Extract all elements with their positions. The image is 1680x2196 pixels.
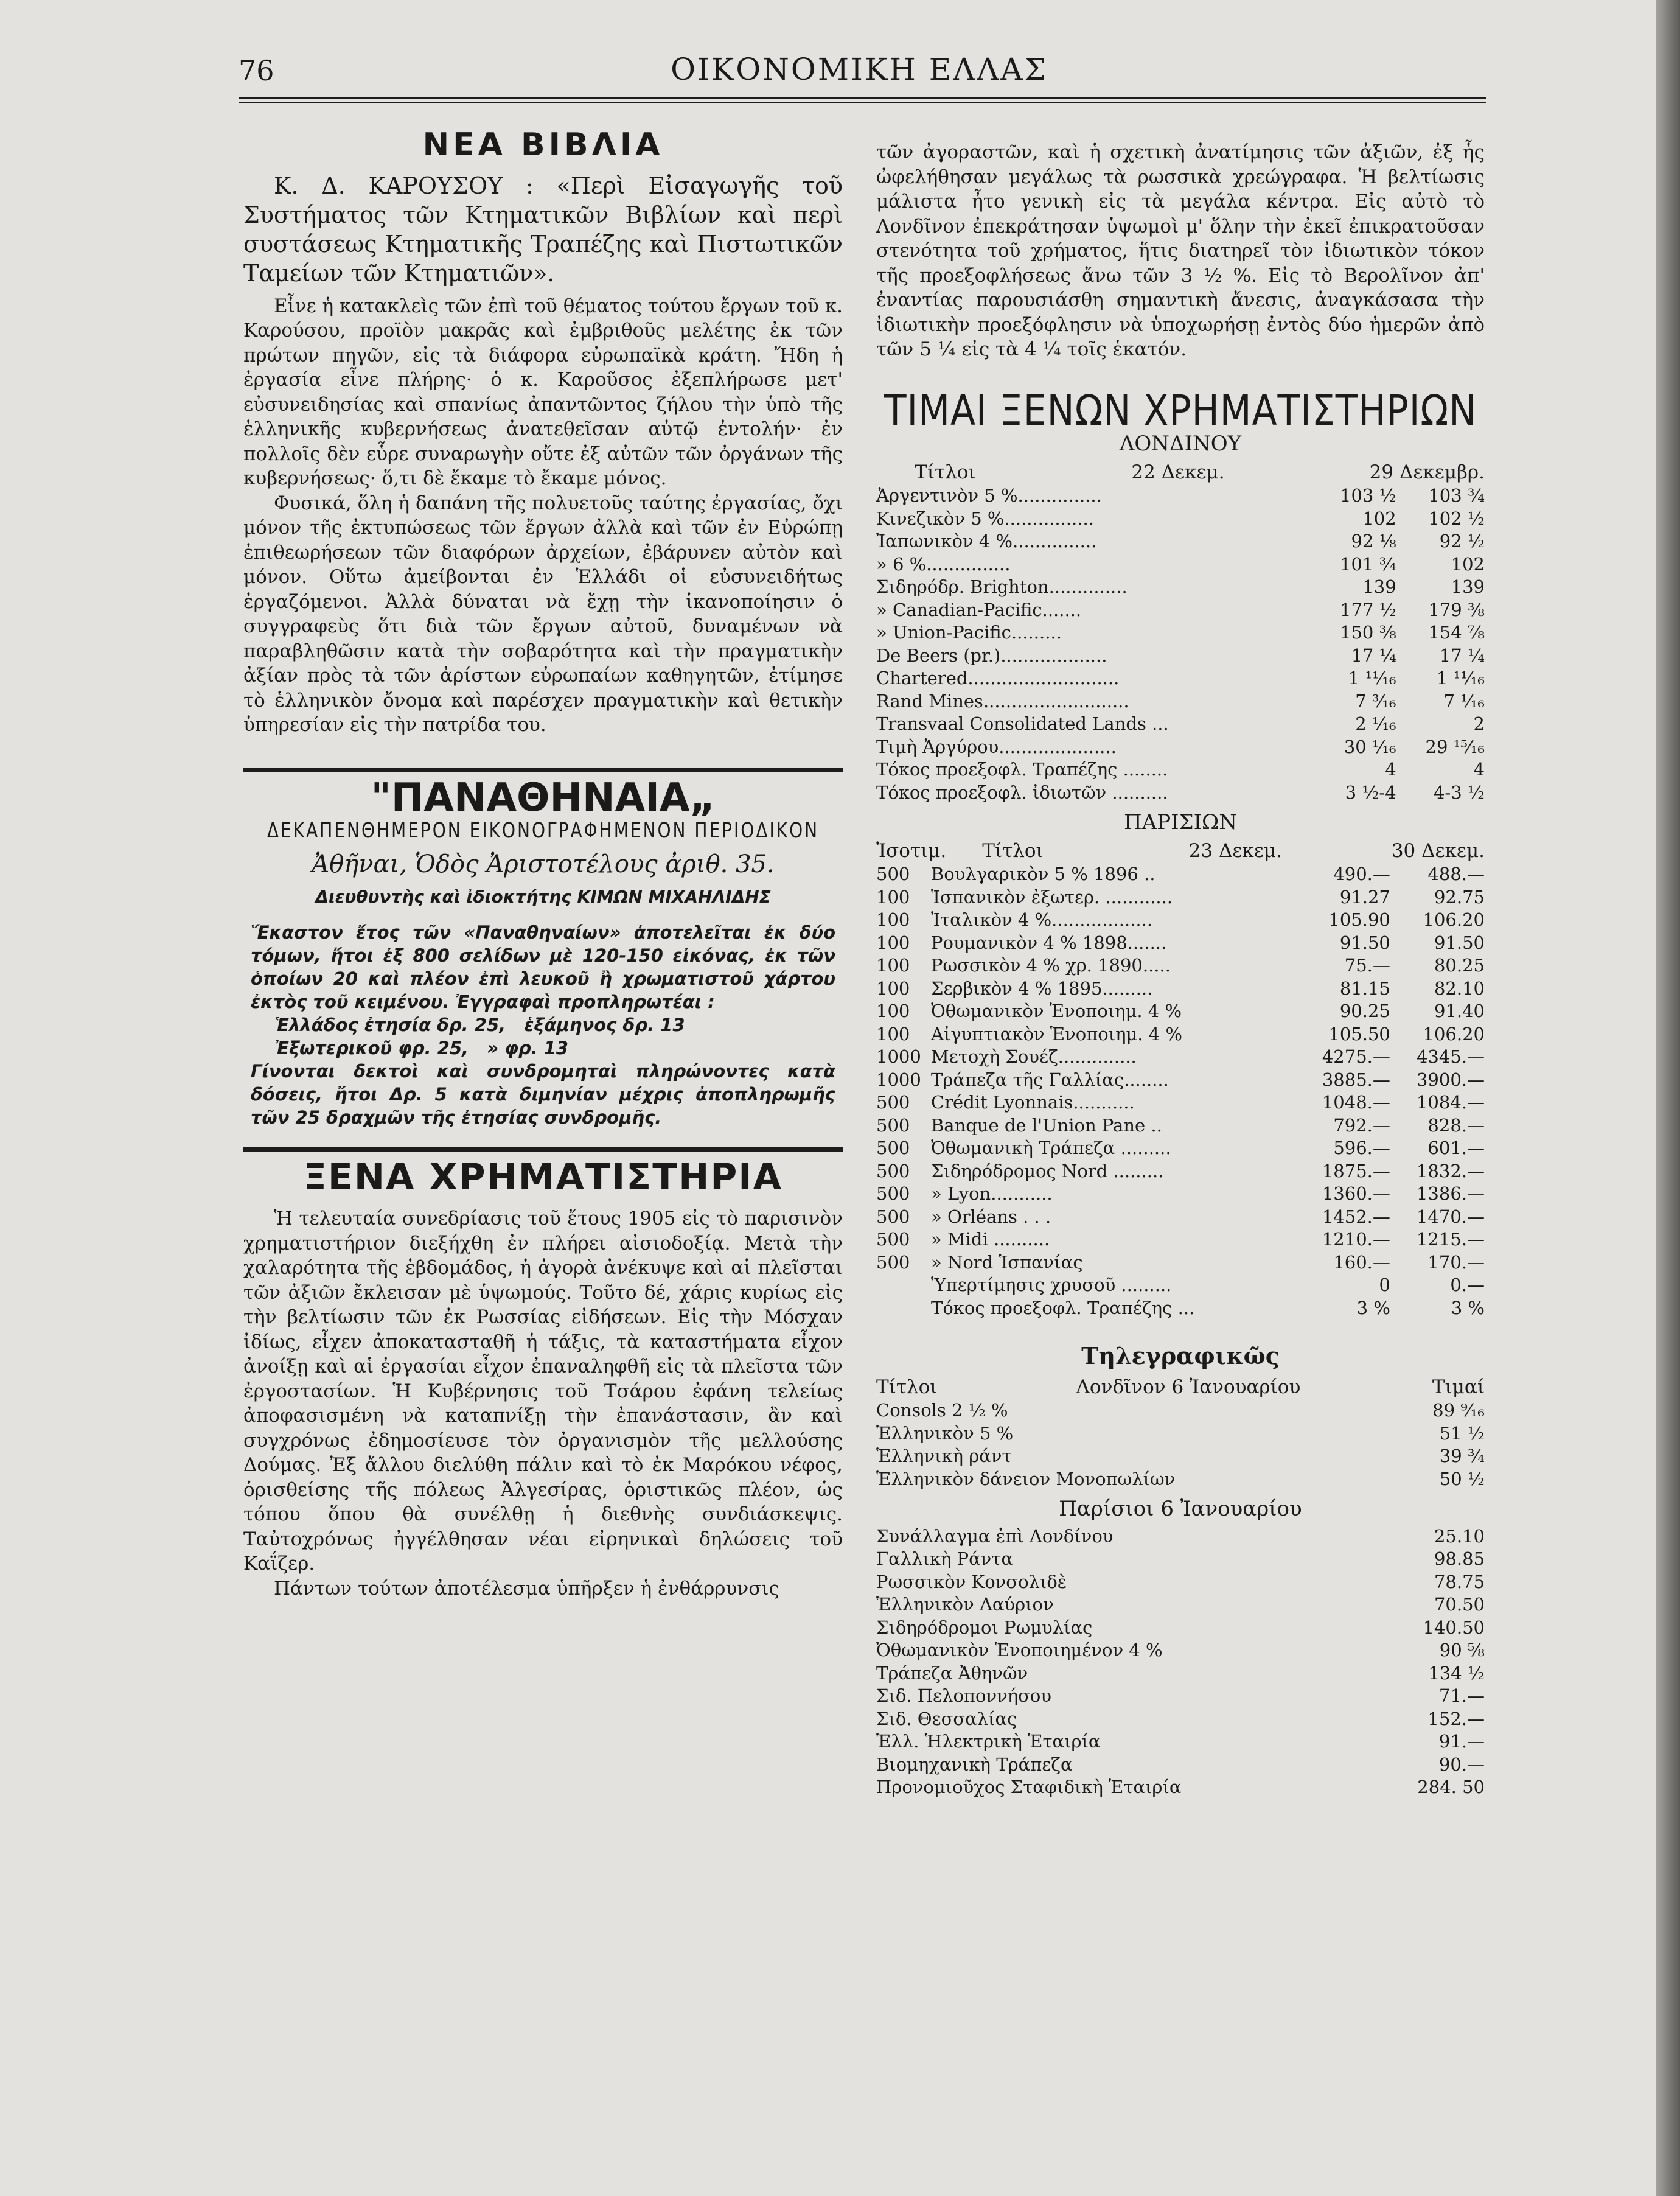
london-cell: Τιμὴ Ἀργύρου..................... <box>876 736 1117 757</box>
telegraphic-paris-cell: Σιδ. Θεσσαλίας <box>876 1708 1017 1729</box>
paris-row <box>876 1091 1485 1114</box>
paris-cell: » Lyon........... <box>931 1183 1053 1204</box>
paris-cell: Ρωσσικὸν 4 % χρ. 1890..... <box>931 955 1171 976</box>
header-rule-bottom <box>239 102 1486 103</box>
tele-header-date: Λονδῖνον 6 Ἰανουαρίου <box>1076 1376 1301 1398</box>
london-cell: Σιδηρόδρ. Brighton.............. <box>876 576 1128 597</box>
paris-header-parity: Ἰσοτιμ. <box>876 839 947 862</box>
london-cell: Τόκος προεξοφλ. ἰδιωτῶν .......... <box>876 782 1168 803</box>
paris-cell: Ἱσπανικὸν ἐξωτερ. ............ <box>931 886 1173 907</box>
paris-cell <box>876 1274 931 1297</box>
london-cell: 103 ½ <box>1340 485 1396 506</box>
telegraphic-paris-row <box>876 1571 1485 1594</box>
london-row <box>876 758 1485 782</box>
telegraphic-london-cell: Ἑλληνικὴ ράντ <box>876 1446 1012 1466</box>
paris-cell: 500 <box>876 1092 910 1113</box>
paris-cell: 1832.— <box>1416 1160 1485 1181</box>
paris-cell: 106.20 <box>1423 909 1485 930</box>
paris-cell: 1210.— <box>1322 1229 1390 1250</box>
london-cell: 154 ⅞ <box>1428 622 1485 643</box>
london-cell: Τόκος προεξοφλ. Τραπέζης ........ <box>876 759 1168 780</box>
ad-subscription-abroad <box>251 1037 835 1060</box>
paris-cell: 91.40 <box>1434 1001 1485 1021</box>
telegraphic-paris-title: Παρίσιοι 6 Ἰανουαρίου <box>1059 1497 1302 1521</box>
paris-cell: Τράπεζα τῆς Γαλλίας........ <box>931 1069 1169 1090</box>
paris-cell: 490.— <box>1333 864 1390 884</box>
london-header-titles: Τίτλοι <box>915 461 976 483</box>
telegraphic-paris-cell: Σιδ. Πελοποννήσου <box>876 1685 1051 1706</box>
telegraphic-paris-row <box>876 1639 1485 1662</box>
london-cell: 2 ¹⁄₁₆ <box>1355 713 1396 734</box>
london-cell: 4 <box>1385 759 1396 780</box>
paris-cell: 1000 <box>876 1046 921 1067</box>
london-row <box>876 553 1485 576</box>
london-cell: 102 ½ <box>1428 508 1485 529</box>
paris-cell: 596.— <box>1333 1138 1390 1158</box>
paris-row <box>876 932 1485 955</box>
paris-cell: 1470.— <box>1416 1206 1485 1227</box>
paris-row <box>876 909 1485 932</box>
paris-cell: 500 <box>876 1138 910 1158</box>
foreign-exchanges-paragraph-1: Ἡ τελευταία συνεδρίασις τοῦ ἔτους 1905 εἰς τὸ παρισινὸν χρηματιστήριον διεξήχθη ἐν πλήρει αἰσιοδοξίᾳ. Μετὰ τὴν χαλαρότητα τῆς ἑβδομάδος, ἡ ἀγορὰ ἀνέκυψε καὶ αἱ πλεῖσται τῶν ἀξιῶν ἔκλεισαν μὲ ὑψωμούς. Τοῦτο δέ, χάρις κυρίως εἰς τὴν βελτίωσιν τῶν ἐκ Ρωσσίας εἰδήσεων. Εἰς τὴν Μόσχαν ἰδίως, εἶχεν ἀποκατασταθῆ ἡ τάξις, τὰ καταστήματα εἶχον ἀνοίξῃ καὶ αἱ ἐργασίαι εἶχον ἐπαναληφθῆ εἰς τὰ πλεῖστα τῶν ἐργοστασίων. Ἡ Κυβέρνησις τοῦ Τσάρου ἐφάνη τελείως ἀποφασισμένη νὰ καταπνίξῃ τὴν ἐπανάστασιν, ἂν καὶ συγχρόνως ἐδημοσίευσε τὸν ὀργανισμὸν τῆς μελλούσης Δούμας. Ἐξ ἄλλου διελύθη πάλιν καὶ τὸ ἐκ Μαρόκου νέφος, ὁρισθείσης τῆς πόλεως Ἀλγεσίρας, ὁριστικῶς πλέον, ὡς τόπου ὅπου θὰ συνέλθῃ ἡ διεθνὴς συνδιάσκεψις. Ταὐτοχρόνως ἠγγέλθησαν νέαι εἰρηνικαὶ δηλώσεις τοῦ Καΐζερ. <box>243 1208 843 1575</box>
london-cell: Ἰαπωνικὸν 4 %............... <box>876 531 1097 551</box>
london-cell: 102 <box>1362 508 1396 529</box>
paris-cell: 1360.— <box>1322 1183 1390 1204</box>
new-books-title: ΝΕΑ ΒΙΒΛΙΑ <box>422 127 664 163</box>
london-cell: 92 ½ <box>1439 531 1485 551</box>
paris-cell: 3900.— <box>1416 1069 1485 1090</box>
london-cell: 4 <box>1473 759 1485 780</box>
telegraphic-paris-cell: 25.10 <box>1434 1525 1485 1547</box>
telegraphic-london-cell: Ἑλληνικὸν δάνειον Μονοπωλίων <box>876 1468 1176 1489</box>
paris-cell: 1048.— <box>1322 1092 1390 1113</box>
paris-row <box>876 1206 1485 1229</box>
ad-body-text: Ἕκαστον ἔτος τῶν «Παναθηναίων» ἀποτελεῖται ἐκ δύο τόμων, ἤτοι ἐξ 800 σελίδων μὲ 120-150 εἰκόνας, ἐκ τῶν ὁποίων 20 καὶ πλέον ἐπὶ λευκοῦ ἢ χρωματιστοῦ χάρτου ἐκτὸς τοῦ κειμένου. Ἐγγραφαὶ προπληρωτέαι : <box>251 921 835 1012</box>
telegraphic-title: Τηλεγραφικῶς <box>1081 1342 1280 1369</box>
london-cell: 92 ⅛ <box>1351 531 1396 551</box>
london-cell: 139 <box>1362 576 1396 597</box>
telegraphic-paris-cell: Ἑλληνικὸν Λαύριον <box>876 1594 1054 1615</box>
telegraphic-paris-row <box>876 1662 1485 1685</box>
paris-cell: 500 <box>876 864 910 884</box>
new-books-lead: Κ. Δ. ΚΑΡΟΥΣΟΥ : «Περὶ Εἰσαγωγῆς τοῦ Συστήματος τῶν Κτηματικῶν Βιβλίων καὶ περὶ συστάσεως Κτηματικῆς Τραπέζης καὶ Πιστωτικῶν Ταμείων τῶν Κτηματιῶν». <box>243 172 843 287</box>
london-cell: 139 <box>1451 576 1485 597</box>
paris-title: ΠΑΡΙΣΙΩΝ <box>1124 810 1237 834</box>
telegraphic-paris-cell: Συνάλλαγμα ἐπὶ Λονδίνου <box>876 1525 1114 1547</box>
telegraphic-london-cell: 51 ½ <box>1439 1422 1485 1444</box>
paris-cell: 828.— <box>1427 1114 1485 1136</box>
london-row <box>876 530 1485 553</box>
telegraphic-paris-cell: 90 ⅝ <box>1439 1640 1485 1660</box>
london-header-date2: 29 Δεκεμβρ. <box>1369 461 1485 483</box>
paris-row <box>876 1000 1485 1023</box>
running-title: ΟΙΚΟΝΟΜΙΚΗ ΕΛΛΑΣ <box>671 52 1048 87</box>
telegraphic-paris-cell: 91.— <box>1438 1731 1485 1752</box>
paris-row <box>876 954 1485 977</box>
right-column <box>876 122 1485 1799</box>
telegraphic-paris-cell: 134 ½ <box>1428 1662 1485 1684</box>
foreign-exchanges-title: ΞΕΝΑ ΧΡΗΜΑΤΙΣΤΗΡΙΑ <box>303 1155 783 1198</box>
header-rule-top <box>239 97 1486 99</box>
paris-cell: 1000 <box>876 1069 921 1090</box>
telegraphic-london-cell: 89 ⁹⁄₁₆ <box>1432 1400 1485 1421</box>
london-cell: 29 ¹⁵⁄₁₆ <box>1425 736 1485 757</box>
panathinaia-advertisement <box>243 775 843 1129</box>
paris-cell: 75.— <box>1344 955 1390 976</box>
telegraphic-london-header-row <box>876 1375 1485 1400</box>
telegraphic-london-row <box>876 1399 1485 1422</box>
london-row <box>876 484 1485 508</box>
paris-cell: Σερβικὸν 4 % 1895......... <box>931 977 1153 999</box>
telegraphic-london-row <box>876 1445 1485 1468</box>
telegraphic-london-cell: Ἑλληνικὸν 5 % <box>876 1422 1014 1444</box>
london-cell: 177 ½ <box>1340 599 1396 620</box>
telegraphic-paris-cell: 152.— <box>1427 1708 1485 1729</box>
paris-cell: 100 <box>876 909 910 930</box>
paris-cell: 0.— <box>1450 1275 1485 1295</box>
paris-cell: 105.90 <box>1328 909 1390 930</box>
paris-header-titles: Τίτλοι <box>982 839 1044 862</box>
telegraphic-paris-row <box>876 1525 1485 1548</box>
london-cell: » Canadian-Pacific....... <box>876 599 1082 620</box>
london-header-date1: 22 Δεκεμ. <box>1131 461 1225 483</box>
paris-cell: 100 <box>876 955 910 976</box>
tele-header-prices: Τιμαί <box>1432 1376 1485 1398</box>
paris-cell: 1875.— <box>1322 1160 1390 1181</box>
paris-cell: 80.25 <box>1434 955 1485 976</box>
paris-cell: » Nord Ἱσπανίας <box>931 1251 1083 1273</box>
paris-cell: 81.15 <box>1339 977 1390 999</box>
ad-footer: Γίνονται δεκτοὶ καὶ συνδρομηταὶ πληρώνοντες κατὰ δόσεις, ἤτοι Δρ. 5 κατὰ διμηνίαν μέχρις ἀποπληρωμῆς τῶν 25 δραχμῶν τῆς ἐτησίας συνδρομῆς. <box>251 1060 835 1128</box>
left-column <box>243 122 843 1601</box>
paris-row <box>876 1183 1485 1206</box>
telegraphic-paris-cell: Ἑλλ. Ἡλεκτρικὴ Ἑταιρία <box>876 1731 1101 1752</box>
paris-cell: 1452.— <box>1322 1206 1390 1227</box>
london-table <box>876 460 1485 485</box>
london-cell: Ἀργεντινὸν 5 %............... <box>876 485 1102 506</box>
paris-row <box>876 1114 1485 1138</box>
london-row <box>876 667 1485 690</box>
paris-cell: 91.50 <box>1339 932 1390 953</box>
telegraphic-paris-cell: Βιομηχανικὴ Τράπεζα <box>876 1754 1073 1775</box>
telegraphic-paris-cell: 140.50 <box>1423 1617 1485 1638</box>
paris-cell: 792.— <box>1333 1114 1390 1136</box>
paris-header-row <box>876 839 1485 864</box>
paris-cell: » Orléans . . . <box>931 1206 1051 1227</box>
paris-cell: Ἰταλικὸν 4 %.................. <box>931 909 1153 930</box>
telegraphic-paris-row <box>876 1754 1485 1777</box>
ad-subscription-greece-half: ἑξάμηνος δρ. 13 <box>524 1014 685 1035</box>
ad-subscription-abroad-year: Ἐξωτερικοῦ φρ. 25, <box>275 1037 469 1058</box>
paris-cell: 91.27 <box>1339 886 1390 907</box>
telegraphic-paris-cell: 78.75 <box>1434 1571 1485 1592</box>
telegraphic-paris-cell: 284. 50 <box>1417 1777 1485 1797</box>
paris-cell: 1084.— <box>1416 1092 1485 1113</box>
paris-cell: 100 <box>876 1001 910 1021</box>
paris-cell: 100 <box>876 1023 910 1044</box>
telegraphic-london-cell: Consols 2 ½ % <box>876 1400 1008 1421</box>
paris-cell: 100 <box>876 977 910 999</box>
london-cell: 1 ¹¹⁄₁₆ <box>1436 668 1485 688</box>
paris-cell: 601.— <box>1427 1138 1485 1158</box>
paris-cell: 100 <box>876 932 910 953</box>
paris-cell: 92.75 <box>1434 886 1485 907</box>
paris-cell: 500 <box>876 1114 910 1136</box>
london-rows <box>876 484 1485 804</box>
paris-cell: 500 <box>876 1160 910 1181</box>
section-rule <box>243 768 843 772</box>
telegraphic-paris-rows <box>876 1525 1485 1799</box>
london-cell: 7 ¹⁄₁₆ <box>1443 690 1485 712</box>
paris-cell: » Midi .......... <box>931 1229 1050 1250</box>
paris-cell: 1386.— <box>1416 1183 1485 1204</box>
london-row <box>876 621 1485 645</box>
london-cell: 2 <box>1473 713 1485 734</box>
paris-cell: Ὀθωμανικὴ Τράπεζα ......... <box>931 1138 1171 1158</box>
telegraphic-paris-cell: 71.— <box>1438 1685 1485 1706</box>
telegraphic-london-row <box>876 1468 1485 1491</box>
telegraphic-paris-cell: Τράπεζα Ἀθηνῶν <box>876 1662 1028 1684</box>
london-cell: Rand Mines.......................... <box>876 690 1129 712</box>
london-cell: 101 ¾ <box>1340 553 1396 575</box>
telegraphic-paris-cell: Σιδηρόδρομοι Ρωμυλίας <box>876 1617 1093 1638</box>
ad-body <box>251 921 835 1129</box>
paris-cell: 100 <box>876 886 910 907</box>
telegraphic-london-row <box>876 1422 1485 1446</box>
london-cell: 150 ⅜ <box>1340 622 1396 643</box>
section-rule <box>243 1147 843 1152</box>
paris-cell: 4345.— <box>1416 1046 1485 1067</box>
paris-row <box>876 886 1485 909</box>
london-row <box>876 576 1485 599</box>
paris-cell: 90.25 <box>1339 1001 1390 1021</box>
telegraphic-paris-row <box>876 1776 1485 1799</box>
paris-cell: 4275.— <box>1322 1046 1390 1067</box>
telegraphic-paris-cell: Προνομιοῦχος Σταφιδικὴ Ἑταιρία <box>876 1777 1182 1797</box>
paris-cell: Crédit Lyonnais........... <box>931 1092 1135 1113</box>
foreign-exchanges-paragraph-2: Πάντων τούτων ἀποτέλεσμα ὑπῆρξεν ἡ ἐνθάρρυνσις <box>274 1577 779 1600</box>
ad-director: Διευθυντὴς καὶ ἰδιοκτήτης ΚΙΜΩΝ ΜΙΧΑΗΛΙΔΗΣ <box>315 887 771 907</box>
telegraphic-london-cell: 39 ¾ <box>1439 1446 1485 1466</box>
london-cell: » Union-Pacific......... <box>876 622 1062 643</box>
paris-row <box>876 863 1485 886</box>
paris-cell: 106.20 <box>1423 1023 1485 1044</box>
london-cell: 17 ¼ <box>1351 645 1396 666</box>
paris-row <box>876 1137 1485 1160</box>
paris-header-date1: 23 Δεκεμ. <box>1188 839 1282 862</box>
paris-cell: 170.— <box>1427 1251 1485 1273</box>
tele-header-titles: Τίτλοι <box>876 1376 938 1398</box>
paris-cell: 500 <box>876 1251 910 1273</box>
london-cell: Chartered........................... <box>876 668 1120 688</box>
telegraphic-paris-row <box>876 1548 1485 1571</box>
london-header-row <box>876 460 1485 485</box>
ad-subtitle: ΔΕΚΑΠΕΝΘΗΜΕΡΟΝ ΕΙΚΟΝΟΓΡΑΦΗΜΕΝΟΝ ΠΕΡΙΟΔΙΚΟΝ <box>267 817 820 843</box>
paris-row <box>876 1274 1485 1297</box>
paris-row <box>876 1297 1485 1320</box>
paris-cell: 82.10 <box>1434 977 1485 999</box>
telegraphic-paris-cell: 70.50 <box>1434 1594 1485 1615</box>
ad-subscription-greece-year: Ἑλλάδος ἐτησία δρ. 25, <box>275 1014 506 1035</box>
london-cell: Transvaal Consolidated Lands ... <box>876 713 1169 734</box>
paris-row <box>876 1023 1485 1046</box>
telegraphic-paris-row <box>876 1708 1485 1731</box>
paris-cell: 488.— <box>1427 864 1485 884</box>
prices-title: ΤΙΜΑΙ ΞΕΝΩΝ ΧΡΗΜΑΤΙΣΤΗΡΙΩΝ <box>884 386 1477 435</box>
paris-row <box>876 1160 1485 1183</box>
paris-cell: 500 <box>876 1229 910 1250</box>
telegraphic-paris-row <box>876 1617 1485 1640</box>
telegraphic-paris-cell: 90.— <box>1438 1754 1485 1775</box>
running-header <box>239 52 1480 94</box>
ad-subscription-abroad-half: » φρ. 13 <box>487 1037 569 1058</box>
paris-cell <box>876 1297 931 1320</box>
paris-rows <box>876 863 1485 1320</box>
paris-cell: Αἰγυπτιακὸν Ἑνοποιημ. 4 % <box>931 1023 1183 1044</box>
london-title: ΛΟΝΔΙΝΟΥ <box>1119 432 1242 456</box>
london-row <box>876 645 1485 668</box>
london-cell: 103 ¾ <box>1428 485 1485 506</box>
paris-cell: Ὑπερτίμησις χρυσοῦ ......... <box>931 1275 1172 1295</box>
paris-cell: 0 <box>1379 1275 1390 1295</box>
paris-row <box>876 1228 1485 1251</box>
paris-cell: 500 <box>876 1206 910 1227</box>
telegraphic-paris-cell: Ὀθωμανικὸν Ἑνοποιημένον 4 % <box>876 1640 1163 1660</box>
london-row <box>876 599 1485 622</box>
paris-cell: 3 % <box>1356 1297 1390 1318</box>
ad-address: Ἀθῆναι, Ὁδὸς Ἀριστοτέλους ἀριθ. 35. <box>312 850 775 878</box>
paris-table <box>876 839 1485 864</box>
london-cell: Κινεζικὸν 5 %................ <box>876 508 1094 529</box>
paris-row <box>876 1251 1485 1275</box>
new-books-paragraph-2: Φυσικά, ὅλη ἡ δαπάνη τῆς πολυετοῦς ταύτης ἐργασίας, ὄχι μόνον τῆς ἐκτυπώσεως τῶν ἔργων ἀλλὰ καὶ τῶν ἐν Εὐρώπῃ ἐπιθεωρήσεων τῶν διαφόρων ἀρχείων, ἐβάρυνεν αὐτὸν καὶ μόνον. Οὕτω ἀμείβονται ἐν Ἑλλάδι οἱ εὐσυνειδήτως ἐργαζόμενοι. Ἀλλὰ δύναται νὰ ἔχῃ τὴν ἱκανοποίησιν ὁ συγγραφεὺς ὅτι διὰ τῶν ἔργων αὐτοῦ, δυναμένων νὰ παραβληθῶσιν κατὰ τὴν σοβαρότητα καὶ τὴν πραγματικὴν ἀξίαν πρὸς τὰ τῶν ἀρίστων εὐρωπαίων καθηγητῶν, ἐτίμησε τὸ ἑλληνικὸν ὄνομα καὶ παρέσχεν πραγματικὴν καὶ θετικὴν ὑπηρεσίαν εἰς τὴν πατρίδα του. <box>243 492 843 736</box>
telegraphic-paris-cell: Γαλλικὴ Ράντα <box>876 1548 1013 1569</box>
london-cell: 1 ¹¹⁄₁₆ <box>1348 668 1396 688</box>
telegraphic-paris-cell: 98.85 <box>1434 1548 1485 1569</box>
london-row <box>876 713 1485 736</box>
paris-cell: Banque de l'Union Pane .. <box>931 1114 1162 1136</box>
paris-cell: 1215.— <box>1416 1229 1485 1250</box>
telegraphic-paris-cell: Ρωσσικὸν Κονσολιδὲ <box>876 1571 1067 1592</box>
ad-subscription-greece <box>251 1013 835 1037</box>
london-row <box>876 690 1485 713</box>
london-cell: De Beers (pr.)................... <box>876 645 1107 666</box>
paris-row <box>876 1069 1485 1092</box>
paris-cell: Μετοχὴ Σουέζ.............. <box>931 1046 1137 1067</box>
london-cell: 179 ⅜ <box>1428 599 1485 620</box>
london-row <box>876 508 1485 531</box>
paris-header-date2: 30 Δεκεμ. <box>1391 839 1485 862</box>
london-cell: » 6 %............... <box>876 553 1011 575</box>
london-cell: 4-3 ½ <box>1433 782 1485 803</box>
paris-cell: 91.50 <box>1434 932 1485 953</box>
telegraphic-london-cell: 50 ½ <box>1439 1468 1485 1489</box>
foreign-exchanges-continuation: τῶν ἀγοραστῶν, καὶ ἡ σχετικὴ ἀνατίμησις τῶν ἀξιῶν, ἐξ ἧς ὠφελήθησαν μεγάλως τὰ ρωσσικὰ χρεώγραφα. Ἡ βελτίωσις μάλιστα ἦτο γενικὴ εἰς τὰ μεγάλα κέντρα. Εἰς αὐτὸ τὸ Λονδῖνον ἐπεκράτησαν ὑψωμοὶ μ' ὅλην τὴν ἐκεῖ ἐπικρατοῦσαν στενότητα τοῦ χρήματος, ἥτις διατηρεῖ τὸν ἰδιωτικὸν τόκον τῆς προεξοφλήσεως ἄνω τῶν 3 ½ %. Εἰς τὸ Βερολῖνον ἀπ' ἐναντίας παρουσιάσθη σημαντικὴ ἄνεσις, ἀναγκάσασα τὴν ἰδιωτικὴν προεξόφλησιν νὰ ὑποχωρήσῃ ἐντὸς δύο ἡμερῶν ἀπὸ τῶν 5 ¼ εἰς τὰ 4 ¼ τοῖς ἑκατόν. <box>876 141 1485 360</box>
london-row <box>876 782 1485 805</box>
page-edge-shadow <box>1656 0 1680 2196</box>
ad-title: "ΠΑΝΑΘΗΝΑΙΑ„ <box>371 775 716 820</box>
paris-cell: Βουλγαρικὸν 5 % 1896 .. <box>931 864 1155 884</box>
paris-cell: 3885.— <box>1322 1069 1390 1090</box>
new-books-paragraph-1: Εἶνε ἡ κατακλεὶς τῶν ἐπὶ τοῦ θέματος τούτου ἔργων τοῦ κ. Καρούσου, προϊὸν μακρᾶς καὶ ἐμβριθοῦς μελέτης ἐκ τῶν πρώτων πηγῶν, εἰς τὰ διάφορα εὐρωπαϊκὰ κράτη. Ἤδη ἡ ἐργασία εἶνε πλήρης· ὁ κ. Καροῦσος ἐξεπλήρωσε μετ' εὐσυνειδησίας καὶ σπανίως ἀπαντῶντος ζήλου τὴν ὑπὸ τῆς ἑλληνικῆς κυβερνήσεως ἀνατεθεῖσαν αὐτῷ ἐντολήν· ἐν πολλοῖς δὲν εὗρε συναρωγὴν οὔτε ἐξ αὐτῶν τῶν ὀργάνων τῆς κυβερνήσεως· ὅ,τι δὲ ἔκαμε τὸ ἔκαμε μόνος. <box>243 295 843 489</box>
paris-row <box>876 977 1485 1001</box>
paris-cell: Ρουμανικὸν 4 % 1898....... <box>931 932 1167 953</box>
paris-cell: Σιδηρόδρομος Nord ......... <box>931 1160 1164 1181</box>
paris-cell: 160.— <box>1333 1251 1390 1273</box>
telegraphic-london-header <box>876 1375 1485 1400</box>
london-cell: 30 ¹⁄₁₆ <box>1344 736 1396 757</box>
london-cell: 17 ¼ <box>1439 645 1485 666</box>
telegraphic-london-rows <box>876 1399 1485 1491</box>
london-row <box>876 736 1485 759</box>
paris-cell: 500 <box>876 1183 910 1204</box>
paris-cell: 105.50 <box>1328 1023 1390 1044</box>
paris-row <box>876 1046 1485 1069</box>
paris-cell: Τόκος προεξοφλ. Τραπέζης ... <box>931 1297 1195 1318</box>
london-cell: 7 ³⁄₁₆ <box>1355 690 1396 712</box>
telegraphic-paris-row <box>876 1685 1485 1708</box>
telegraphic-paris-row <box>876 1730 1485 1754</box>
telegraphic-paris-row <box>876 1593 1485 1617</box>
paris-cell: 3 % <box>1451 1297 1485 1318</box>
london-cell: 102 <box>1451 553 1485 575</box>
paris-cell: Ὀθωμανικὸν Ἑνοποιημ. 4 % <box>931 1001 1182 1021</box>
page-number: 76 <box>239 54 274 87</box>
london-cell: 3 ½-4 <box>1345 782 1396 803</box>
